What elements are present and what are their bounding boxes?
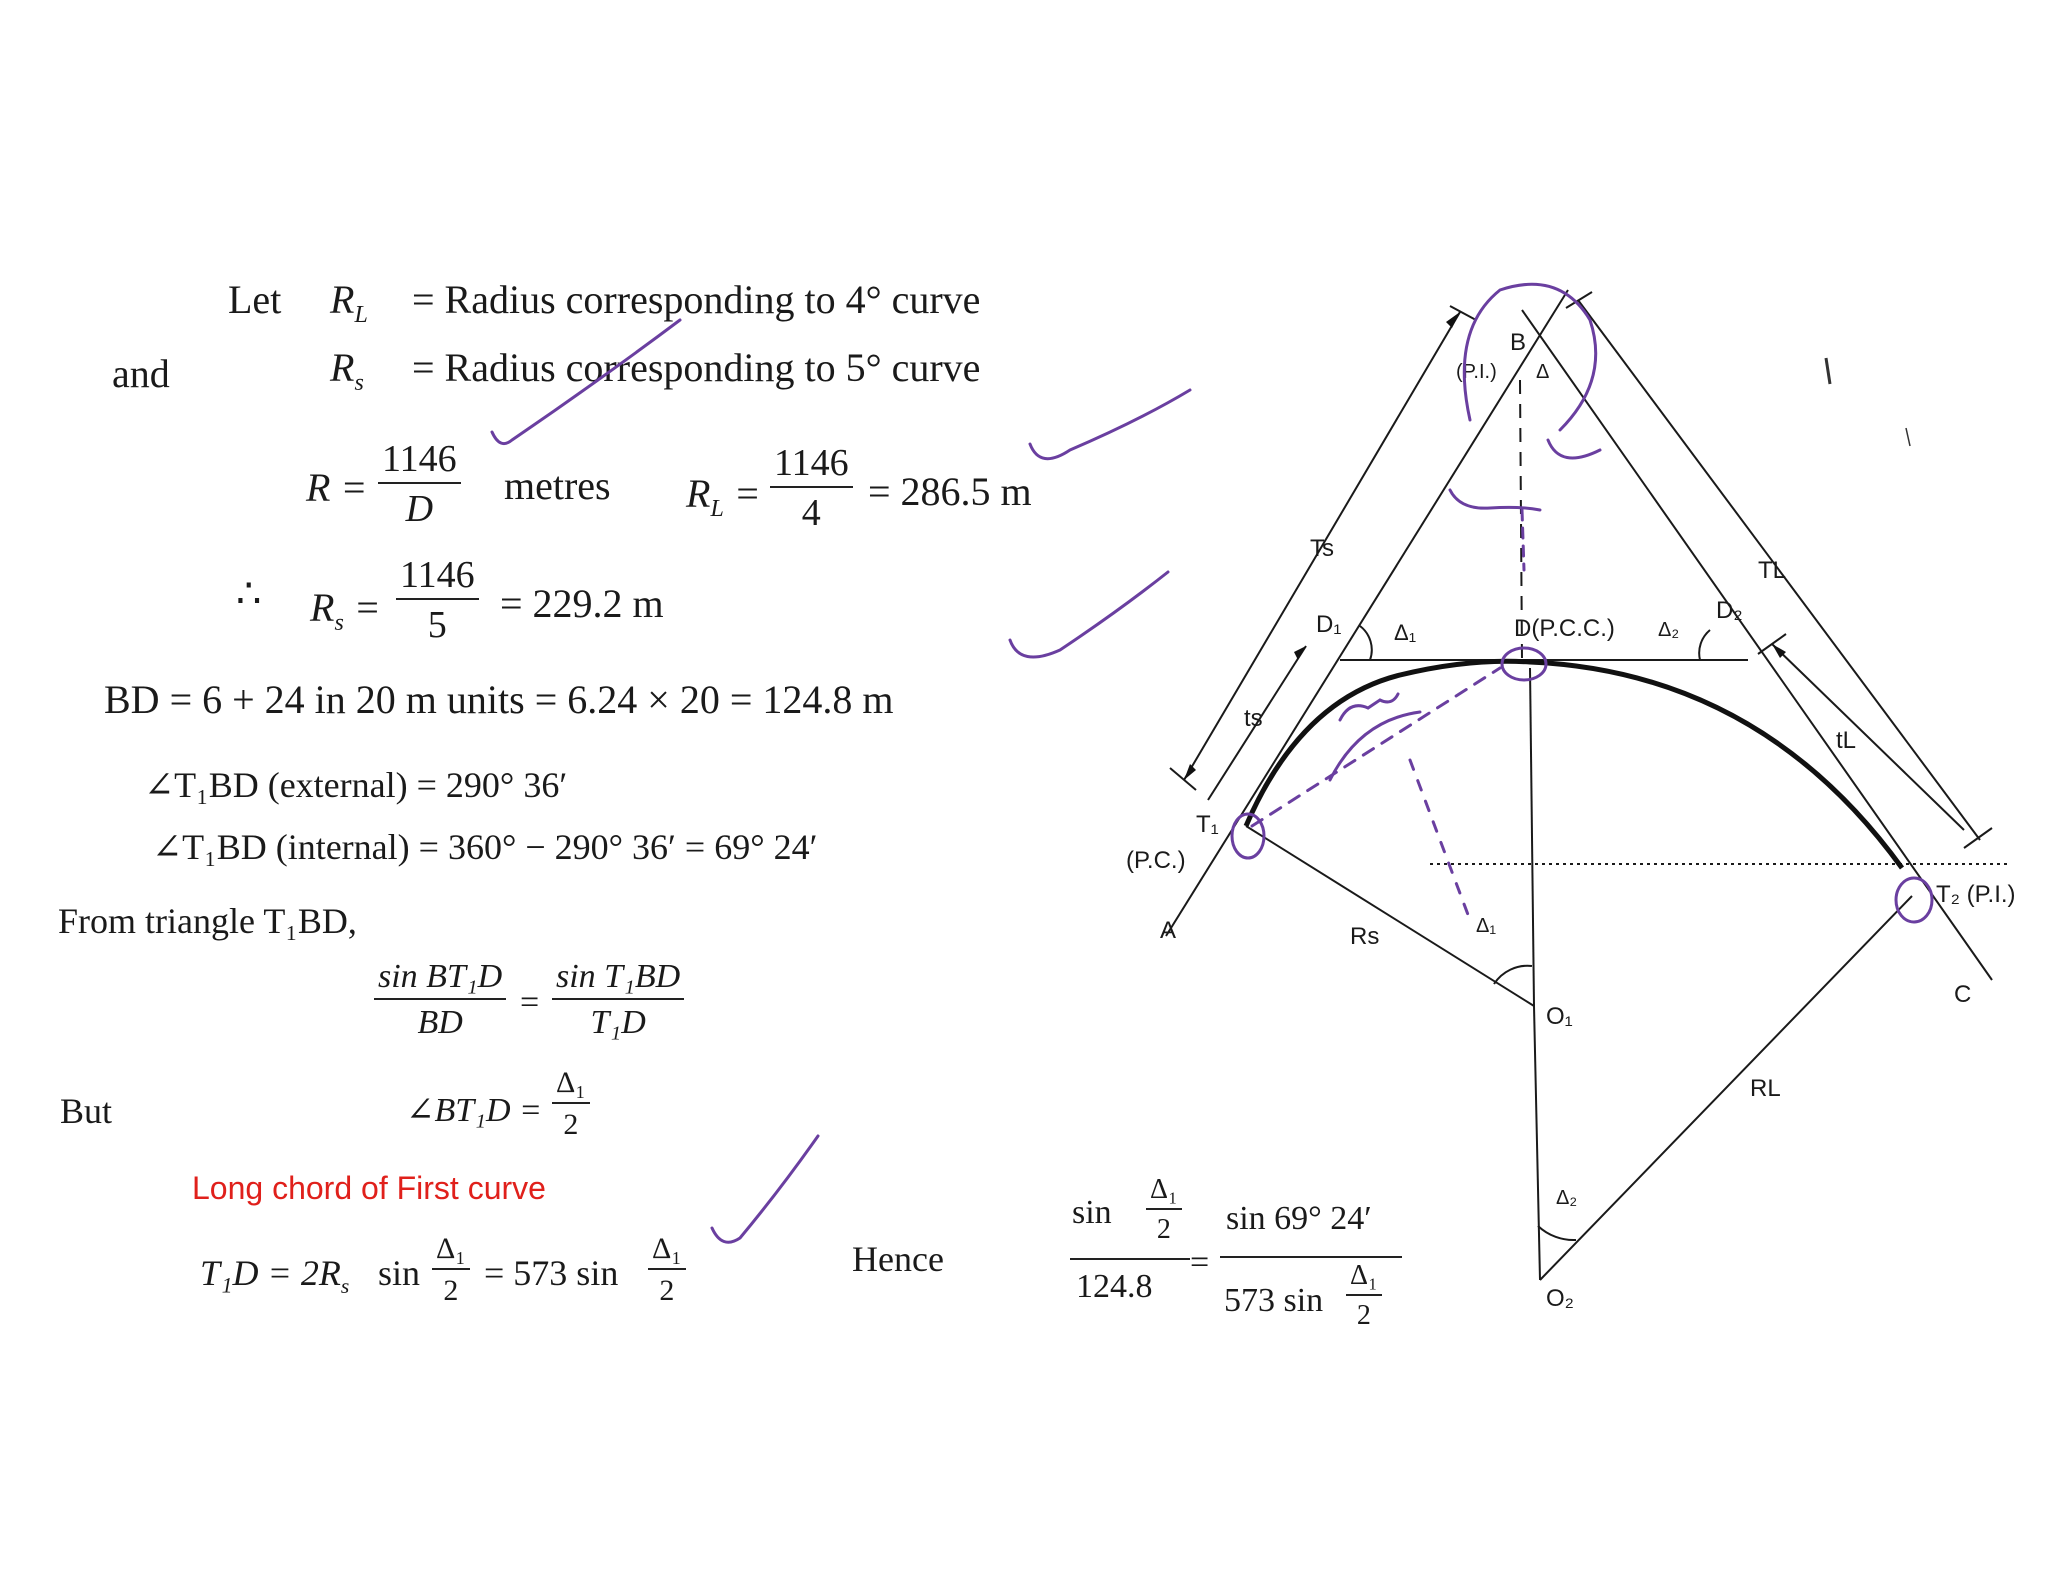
rs-definition: = Radius corresponding to 5° curve [412, 345, 981, 390]
rs-fraction-num: 1146 [400, 554, 475, 596]
rl-symbol: $R_L$ [330, 277, 368, 328]
hence-right-den-den: 2 [1356, 1300, 1371, 1331]
r-equals: R = [306, 465, 368, 510]
radius-rl [1540, 896, 1912, 1280]
r-fraction-den: D [405, 488, 434, 530]
angle-internal: ∠T₁BD (internal) = 360° − 290° 36′ = 69° 24′ [152, 827, 818, 867]
label-c: C [1954, 981, 1972, 1008]
label-d1: D₁ [1316, 611, 1342, 638]
t1d-fraction-1-den: 2 [443, 1274, 459, 1307]
label-t1: T₁ [1196, 811, 1219, 838]
label-ts-small: ts [1244, 705, 1263, 732]
t1d-fraction-1-num: Δ₁ [436, 1232, 466, 1265]
label-delta2: Δ₂ [1658, 619, 1680, 641]
t1d-fraction-2-den: 2 [659, 1274, 675, 1307]
but-fraction-den: 2 [563, 1108, 579, 1141]
check-mark [492, 320, 680, 444]
from-triangle: From triangle T₁BD, [58, 901, 357, 941]
b-mark [1450, 490, 1540, 510]
hence-right-den-sin: 573 sin [1224, 1282, 1324, 1319]
sine-rule-equals: = [520, 984, 540, 1021]
rs-result: = 229.2 m [500, 581, 664, 626]
t1d-fraction-2-num: Δ₁ [652, 1232, 682, 1265]
label-t2: T₂ (P.I.) [1936, 881, 2016, 908]
rs-symbol: $R_s$ [330, 345, 364, 396]
t1d-sin: sin [378, 1253, 421, 1293]
bd-line: BD = 6 + 24 in 20 m units = 6.24 × 20 = 124.8 m [104, 677, 894, 722]
hence-equals: = [1190, 1244, 1210, 1281]
label-delta1: Δ₁ [1394, 620, 1417, 645]
angle-arc-d2 [1699, 630, 1710, 660]
pi-mark [1548, 440, 1600, 458]
arrow-head [1294, 646, 1306, 660]
but-lhs: ∠BT₁D = [406, 1092, 542, 1129]
but-word: But [60, 1091, 113, 1131]
arc-annotation [1330, 712, 1420, 780]
compound-curve-diagram [1110, 270, 2030, 1330]
rl-fraction-den: 4 [801, 492, 821, 534]
dashed-annotation [1410, 760, 1470, 920]
arrow-head [1446, 312, 1460, 328]
stray-mark [1906, 428, 1910, 446]
label-d-pcc: D(P.C.C.) [1514, 615, 1615, 642]
but-fraction-num: Δ₁ [556, 1066, 586, 1099]
radius-d-o1 [1530, 668, 1534, 1006]
therefore-symbol: ∴ [236, 571, 262, 616]
sine-rule-num-1: sin BT₁D [378, 958, 503, 995]
label-d2: D₂ [1716, 597, 1743, 624]
pi-circle-annotation [1464, 284, 1595, 430]
arrow-head [1184, 764, 1196, 780]
check-mark [712, 1136, 818, 1242]
label-delta1-o1: Δ₁ [1476, 915, 1497, 937]
label-b: B [1510, 329, 1527, 356]
sine-rule-den-1: BD [417, 1004, 463, 1041]
angle-arc-o2 [1538, 1226, 1576, 1240]
compound-curve [1246, 661, 1902, 868]
label-ts: Ts [1310, 535, 1334, 562]
rs-symbol-2: $R_s$ = [310, 585, 381, 636]
hence-right-den-num: Δ₁ [1350, 1260, 1378, 1291]
t1d-mid: = 573 sin [484, 1253, 619, 1293]
t2-circle [1896, 878, 1932, 922]
hence-top-den: 2 [1156, 1214, 1171, 1245]
hence-word: Hence [852, 1239, 944, 1279]
label-delta: Δ [1536, 361, 1550, 383]
r-unit: metres [504, 463, 611, 508]
r-fraction-num: 1146 [382, 438, 457, 480]
rl-fraction-num: 1146 [774, 442, 849, 484]
t1d-lhs: $T_1D = 2R_s$ [200, 1253, 350, 1299]
stray-mark [1826, 358, 1830, 384]
label-pc: (P.C.) [1126, 847, 1186, 874]
hence-right-num: sin 69° 24′ [1226, 1200, 1372, 1237]
angle-external: ∠T₁BD (external) = 290° 36′ [144, 765, 568, 805]
label-o2: O₂ [1546, 1285, 1574, 1312]
label-tl: TL [1758, 557, 1787, 584]
dimension-tick [1964, 828, 1992, 848]
rs-fraction-den: 5 [427, 604, 447, 646]
angle-arc-d1 [1360, 626, 1372, 660]
label-pi-top: (P.I.) [1456, 361, 1497, 383]
hence-top-num: Δ₁ [1150, 1174, 1178, 1205]
radius-o1-o2 [1534, 1006, 1540, 1280]
sine-rule-num-2: sin T₁BD [556, 958, 681, 995]
label-a: A [1160, 917, 1177, 944]
label-rs: Rs [1350, 923, 1380, 950]
long-chord-note: Long chord of First curve [192, 1170, 546, 1206]
rl-symbol-2: $R_L$ = [686, 471, 761, 522]
label-tl-small: tL [1836, 727, 1857, 754]
label-rl: RL [1750, 1075, 1781, 1102]
rl-result: = 286.5 m [868, 469, 1032, 514]
rl-definition: = Radius corresponding to 4° curve [412, 277, 981, 322]
tangent-line-ab [1166, 290, 1568, 936]
sine-rule-den-2: T₁D [590, 1004, 646, 1041]
label-delta2-o2: Δ₂ [1556, 1187, 1578, 1209]
angle-arc-o1 [1494, 966, 1532, 984]
label-o1: O₁ [1546, 1003, 1573, 1030]
and-word: and [112, 351, 170, 396]
let-word: Let [228, 277, 282, 322]
hence-top-sin: sin [1072, 1194, 1112, 1231]
hence-left-den: 124.8 [1076, 1268, 1153, 1305]
dashed-annotation [1522, 510, 1524, 570]
